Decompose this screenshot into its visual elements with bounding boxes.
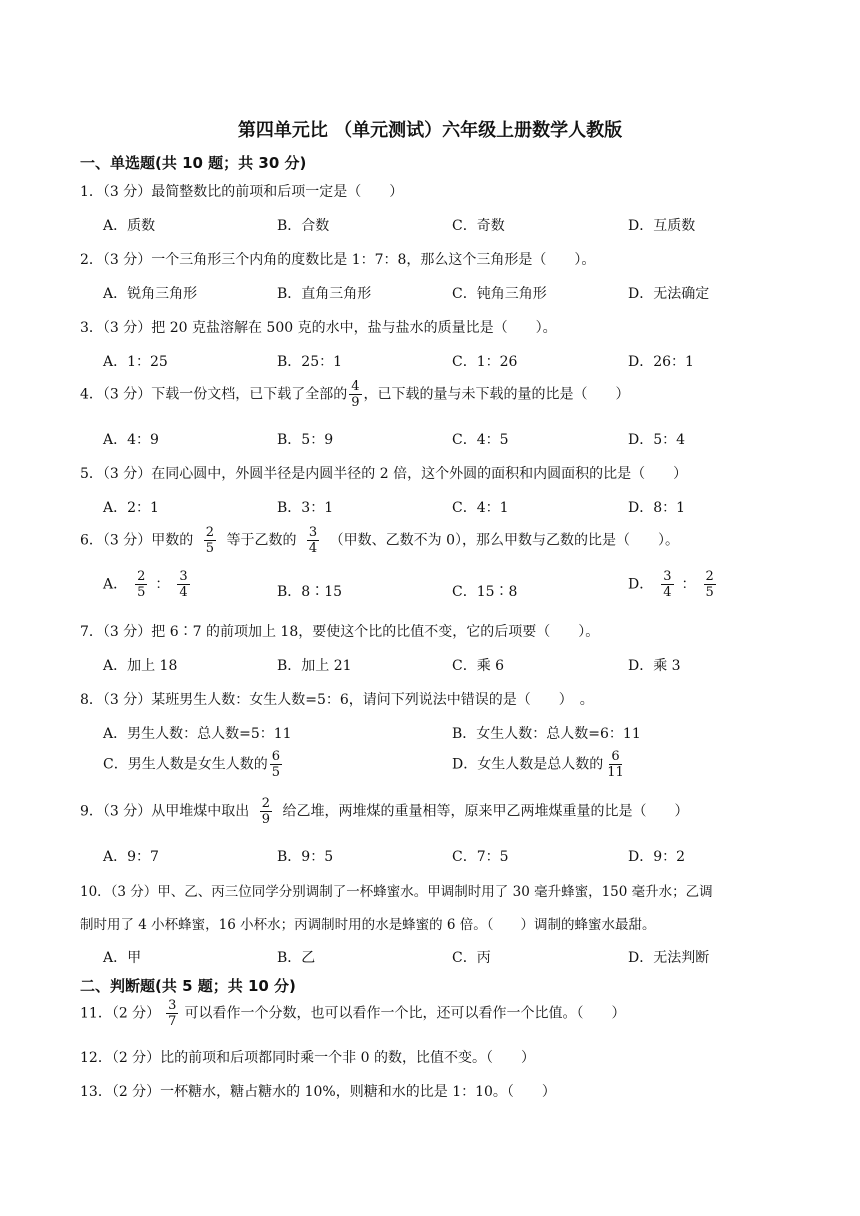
- fraction-numerator: 6: [271, 749, 280, 764]
- q1-option-c: C．奇数: [452, 218, 505, 234]
- q4-option-b: B．5：9: [277, 432, 334, 448]
- q8-option-d: [452, 749, 628, 780]
- q3-option-c: C．1：26: [452, 354, 518, 370]
- fraction: [177, 569, 189, 600]
- section-heading-single-choice: 一、单选题(共 10 题；共 30 分): [80, 154, 307, 172]
- fraction: [661, 569, 673, 600]
- fraction: [704, 569, 716, 600]
- question-6-suffix: （甲数、乙数不为 0），那么甲数与乙数的比是（ ）。: [329, 532, 679, 549]
- q10-option-d: D．无法判断: [628, 950, 710, 966]
- q9-option-b: B．9：5: [277, 849, 334, 865]
- q6-option-c: C．15∶8: [452, 584, 518, 600]
- ratio-colon: ：: [681, 576, 696, 593]
- option-label: D．: [628, 576, 654, 593]
- fraction: [135, 569, 147, 600]
- fraction-numerator: 2: [137, 569, 146, 584]
- q6-option-d: [628, 569, 724, 600]
- q8-option-c: [103, 749, 284, 780]
- question-4-suffix: ，已下载的量与未下载的量的比是（ ）: [363, 386, 630, 403]
- question-11-suffix: 可以看作一个分数，也可以看作一个比，还可以看作一个比值。（ ）: [184, 1005, 626, 1022]
- question-11-prefix: 11．（2 分）: [80, 1005, 161, 1022]
- question-10-line-1: 10．（3 分）甲、乙、丙三位同学分别调制了一杯蜂蜜水。甲调制时用了 30 毫升蜂蜜，150 毫升水；乙调: [80, 884, 713, 900]
- fraction-numerator: 3: [179, 569, 188, 584]
- q2-option-d: D．无法确定: [628, 286, 710, 302]
- question-4: [80, 379, 630, 410]
- fraction: [166, 998, 178, 1029]
- fraction-numerator: 6: [611, 749, 620, 764]
- fraction: [349, 379, 361, 410]
- q7-option-d: D．乘 3: [628, 658, 681, 674]
- question-9-prefix: 9．（3 分）从甲堆煤中取出: [80, 803, 250, 820]
- question-6-middle: 等于乙数的: [226, 532, 297, 549]
- q9-option-a: A．9：7: [103, 849, 159, 865]
- q5-option-d: D．8：1: [628, 500, 686, 516]
- fraction-denominator: 5: [137, 585, 146, 600]
- q7-option-b: B．加上 21: [277, 658, 352, 674]
- q1-option-d: D．互质数: [628, 218, 696, 234]
- question-1: 1．（3 分）最简整数比的前项和后项一定是（ ）: [80, 184, 404, 200]
- page-title: 第四单元比 （单元测试）六年级上册数学人教版: [237, 120, 623, 141]
- fraction-denominator: 5: [205, 541, 214, 556]
- question-12: 12．（2 分）比的前项和后项都同时乘一个非 0 的数，比值不变。（ ）: [80, 1050, 535, 1066]
- q2-option-a: A．锐角三角形: [103, 286, 198, 302]
- q2-option-b: B．直角三角形: [277, 286, 372, 302]
- fraction-denominator: 11: [607, 765, 624, 780]
- q1-option-b: B．合数: [277, 218, 330, 234]
- fraction-denominator: 4: [308, 541, 318, 556]
- fraction-numerator: 2: [205, 525, 214, 540]
- q3-option-b: B．25：1: [277, 354, 343, 370]
- fraction: [204, 525, 216, 556]
- q1-option-a: A．质数: [103, 218, 156, 234]
- fraction-numerator: 3: [663, 569, 672, 584]
- fraction-numerator: 2: [261, 796, 270, 811]
- section-heading-true-false: 二、判断题(共 5 题；共 10 分): [80, 977, 296, 995]
- question-9-suffix: 给乙堆，两堆煤的重量相等，原来甲乙两堆煤重量的比是（ ）: [282, 803, 689, 820]
- q3-option-d: D．26：1: [628, 354, 694, 370]
- ratio-colon: ：: [155, 576, 170, 593]
- fraction: [270, 749, 282, 780]
- option-text: C．男生人数是女生人数的: [103, 756, 268, 773]
- fraction: [260, 796, 272, 827]
- q3-option-a: A．1：25: [103, 354, 168, 370]
- q7-option-a: A．加上 18: [103, 658, 178, 674]
- option-label: A．: [103, 576, 128, 593]
- q4-option-d: D．5：4: [628, 432, 686, 448]
- fraction-denominator: 9: [261, 812, 270, 827]
- fraction-numerator: 2: [705, 569, 714, 584]
- q4-option-a: A．4：9: [103, 432, 159, 448]
- q6-option-b: B．8∶15: [277, 584, 343, 600]
- fraction-denominator: 4: [179, 585, 188, 600]
- question-11: [80, 998, 625, 1029]
- q7-option-c: C．乘 6: [452, 658, 505, 674]
- q8-option-b: B．女生人数：总人数=6：11: [452, 726, 641, 742]
- fraction-denominator: 4: [663, 585, 672, 600]
- question-13: 13．（2 分）一杯糖水，糖占糖水的 10%，则糖和水的比是 1：10。（ ）: [80, 1084, 556, 1100]
- question-9: [80, 796, 688, 827]
- q6-option-a: [103, 569, 198, 600]
- fraction-denominator: 7: [168, 1014, 177, 1029]
- fraction: [307, 525, 319, 556]
- q5-option-b: B．3：1: [277, 500, 334, 516]
- q9-option-d: D．9：2: [628, 849, 686, 865]
- question-4-prefix: 4．（3 分）下载一份文档，已下载了全部的: [80, 386, 348, 403]
- fraction-denominator: 5: [271, 765, 280, 780]
- q10-option-c: C．丙: [452, 950, 491, 966]
- question-6: [80, 525, 679, 556]
- question-8: 8．（3 分）某班男生人数：女生人数=5：6，请问下列说法中错误的是（ ） 。: [80, 692, 594, 708]
- q4-option-c: C．4：5: [452, 432, 509, 448]
- question-7: 7．（3 分）把 6∶7 的前项加上 18，要使这个比的比值不变，它的后项要（ ）。: [80, 624, 600, 640]
- option-text: D．女生人数是总人数的: [452, 756, 604, 773]
- q10-option-b: B．乙: [277, 950, 316, 966]
- fraction: [605, 749, 626, 780]
- fraction-denominator: 5: [705, 585, 714, 600]
- q5-option-a: A．2：1: [103, 500, 159, 516]
- q8-option-a: A．男生人数：总人数=5：11: [103, 726, 292, 742]
- q2-option-c: C．钝角三角形: [452, 286, 547, 302]
- fraction-denominator: 9: [351, 395, 360, 410]
- fraction-numerator: 3: [308, 525, 318, 540]
- question-10-line-2: 制时用了 4 小杯蜂蜜，16 小杯水；丙调制时用的水是蜂蜜的 6 倍。（ ）调制的蜂蜜水最甜。: [80, 917, 656, 933]
- q10-option-a: A．甲: [103, 950, 142, 966]
- q9-option-c: C．7：5: [452, 849, 509, 865]
- fraction-numerator: 3: [168, 998, 177, 1013]
- fraction-numerator: 4: [351, 379, 360, 394]
- question-2: 2．（3 分）一个三角形三个内角的度数比是 1：7：8，那么这个三角形是（ ）。: [80, 252, 596, 268]
- question-3: 3．（3 分）把 20 克盐溶解在 500 克的水中，盐与盐水的质量比是（ ）。: [80, 320, 557, 336]
- question-6-prefix: 6．（3 分）甲数的: [80, 532, 194, 549]
- q5-option-c: C．4：1: [452, 500, 509, 516]
- question-5: 5．（3 分）在同心圆中，外圆半径是内圆半径的 2 倍，这个外圆的面积和内圆面积的比是（ ）: [80, 466, 688, 482]
